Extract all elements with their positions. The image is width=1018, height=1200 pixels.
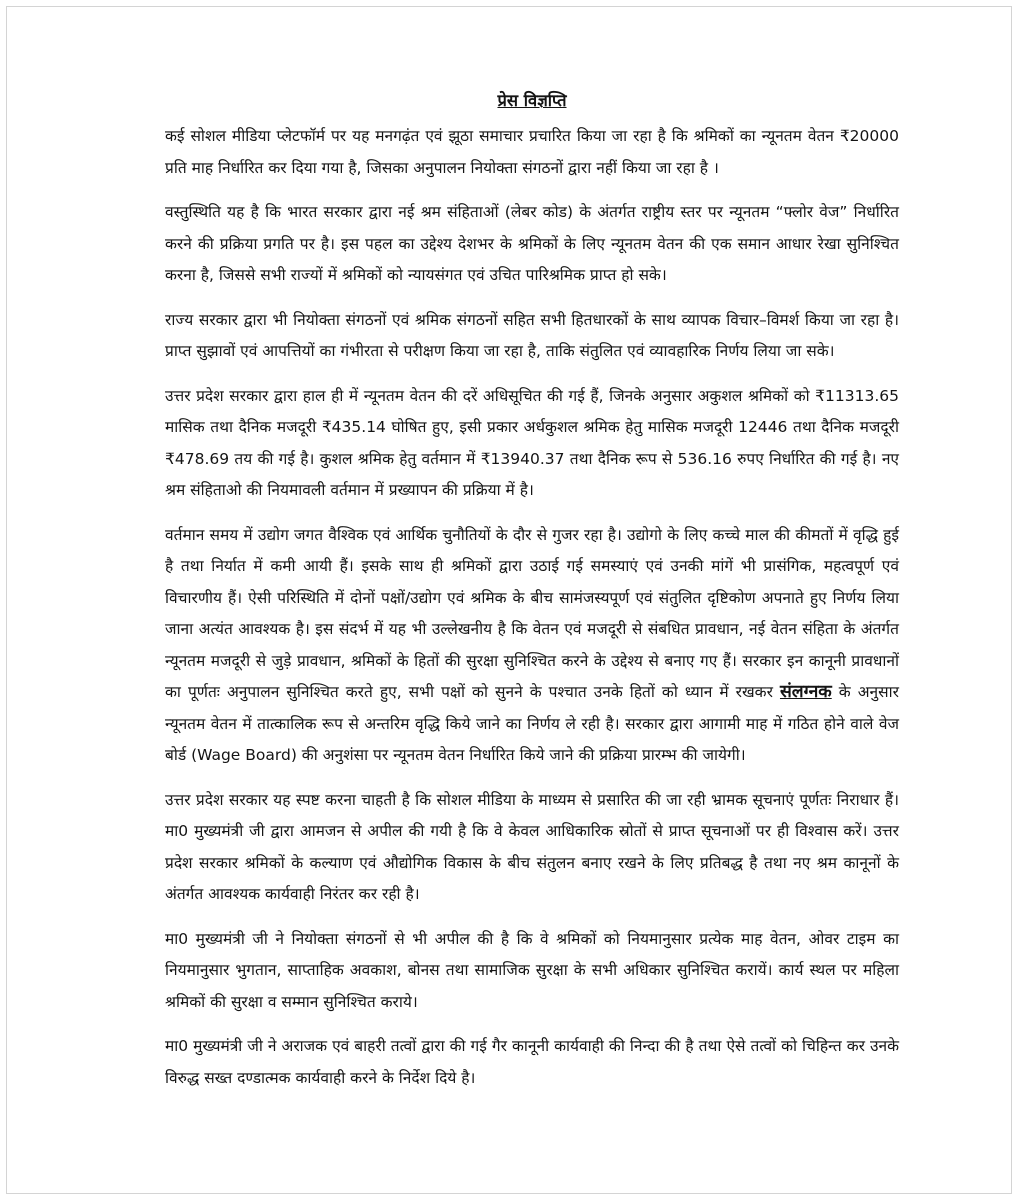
paragraph-5-text-before: वर्तमान समय में उद्योग जगत वैश्विक एवं आर्थिक चुनौतियों के दौर से गुजर रहा है। उद्योगो के लिए कच्चे माल की कीमतों में वृद्धि हुई है तथा निर्यात में कमी आयी हैं। इसके साथ ही श्रमिकों द्वारा उठाई गई समस्याएं एवं उनकी मांगें भी प्रासंगिक, महत्वपूर्ण एवं विचारणीय हैं। ऐसी परिस्थिति में दोनों पक्षों/उद्योग एवं श्रमिक के बीच सामंजस्यपूर्ण एवं संतुलित दृष्टिकोण अपनाते हुए निर्णय लिया जाना अत्यंत आवश्यक है। इस संदर्भ में यह भी उल्लेखनीय है कि वेतन एवं मजदूरी से संबधित प्रावधान, नई वेतन संहिता के अंतर्गत न्यूनतम मजदूरी से जुड़े प्रावधान, श्रमिकों के हितों की सुरक्षा सुनिश्चित करने के उद्देश्य से बनाए गए हैं। सरकार इन कानूनी प्रावधानों का पूर्णतः अनुपालन सुनिश्चित करते हुए, सभी पक्षों को सुनने के पश्चात उनके हितों को ध्यान में रखकर	[165, 525, 899, 701]
paragraph-3: राज्य सरकार द्वारा भी नियोक्ता संगठनों एवं श्रमिक संगठनों सहित सभी हितधारकों के साथ व्यापक विचार–विमर्श किया जा रहा है। प्राप्त सुझावों एवं आपत्तियों का गंभीरता से परीक्षण किया जा रहा है, ताकि संतुलित एवं व्यावहारिक निर्णय लिया जा सके।	[165, 310, 899, 360]
paragraph-1: कई सोशल मीडिया प्लेटफॉर्म पर यह मनगढ़ंत एवं झूठा समाचार प्रचारित किया जा रहा है कि श्रमिकों का न्यूनतम वेतन ₹20000 प्रति माह निर्धारित कर दिया गया है, जिसका अनुपालन नियोक्ता संगठनों द्वारा नहीं किया जा रहा है ।	[165, 127, 899, 177]
annexure-reference: संलग्नक	[779, 682, 832, 702]
paragraph-7: मा0 मुख्यमंत्री जी ने नियोक्ता संगठनों से भी अपील की है कि वे श्रमिकों को नियमानुसार प्रत्येक माह वेतन, ओवर टाइम का नियमानुसार भुगतान, साप्ताहिक अवकाश, बोनस तथा सामाजिक सुरक्षा के सभी अधिकार सुनिश्चित करायें। कार्य स्थल पर महिला श्रमिकों की सुरक्षा व सम्मान सुनिश्चित कराये।	[165, 929, 899, 1011]
paragraph-4: उत्तर प्रदेश सरकार द्वारा हाल ही में न्यूनतम वेतन की दरें अधिसूचित की गई हैं, जिनके अनुसार अकुशल श्रमिकों को ₹11313.65 मासिक तथा दैनिक मजदूरी ₹435.14 घोषित हुए, इसी प्रकार अर्धकुशल श्रमिक हेतु मासिक मजदूरी 12446 तथा दैनिक मजदूरी ₹478.69 तय की गई है। कुशल श्रमिक हेतु वर्तमान में ₹13940.37 तथा दैनिक रूप से 536.16 रुपए निर्धारित की गई है। नए श्रम संहिताओ की नियमावली वर्तमान में प्रख्यापन की प्रक्रिया में है।	[165, 386, 899, 499]
document-title: प्रेस विज्ञप्ति	[497, 91, 567, 110]
document-frame	[6, 6, 1012, 1194]
paragraph-8: मा0 मुख्यमंत्री जी ने अराजक एवं बाहरी तत्वों द्वारा की गई गैर कानूनी कार्यवाही की निन्दा की है तथा ऐसे तत्वों को चिहिन्त कर उनके विरुद्ध सख्त दण्डात्मक कार्यवाही करने के निर्देश दिये है।	[165, 1037, 899, 1087]
paragraph-6: उत्तर प्रदेश सरकार यह स्पष्ट करना चाहती है कि सोशल मीडिया के माध्यम से प्रसारित की जा रही भ्रामक सूचनाएं पूर्णतः निराधार हैं। मा0 मुख्यमंत्री जी द्वारा आमजन से अपील की गयी है कि वे केवल आधिकारिक स्रोतों से प्राप्त सूचनाओं पर ही विश्वास करें। उत्तर प्रदेश सरकार श्रमिकों के कल्याण एवं औद्योगिक विकास के बीच संतुलन बनाए रखने के लिए प्रतिबद्ध है तथा नए श्रम कानूनों के अंतर्गत आवश्यक कार्यवाही निरंतर कर रही है।	[165, 790, 899, 903]
press-release-page	[165, 87, 899, 1107]
paragraph-5	[165, 520, 899, 772]
paragraph-5-text-after: के अनुसार न्यूनतम वेतन में तात्कालिक रूप से अन्तरिम वृद्धि किये जाने का निर्णय ले रही है। सरकार द्वारा आगामी माह में गठित होने वाले वेज बोर्ड (Wage Board) की अनुशंसा पर न्यूनतम वेतन निर्धारित किये जाने की प्रक्रिया प्रारम्भ की जायेगी।	[165, 683, 899, 764]
paragraph-2: वस्तुस्थिति यह है कि भारत सरकार द्वारा नई श्रम संहिताओं (लेबर कोड) के अंतर्गत राष्ट्रीय स्तर पर न्यूनतम “फ्लोर वेज” निर्धारित करने की प्रक्रिया प्रगति पर है। इस पहल का उद्देश्य देशभर के श्रमिकों के लिए न्यूनतम वेतन की एक समान आधार रेखा सुनिश्चित करना है, जिससे सभी राज्यों में श्रमिकों को न्यायसंगत एवं उचित पारिश्रमिक प्राप्त हो सके।	[165, 203, 899, 284]
